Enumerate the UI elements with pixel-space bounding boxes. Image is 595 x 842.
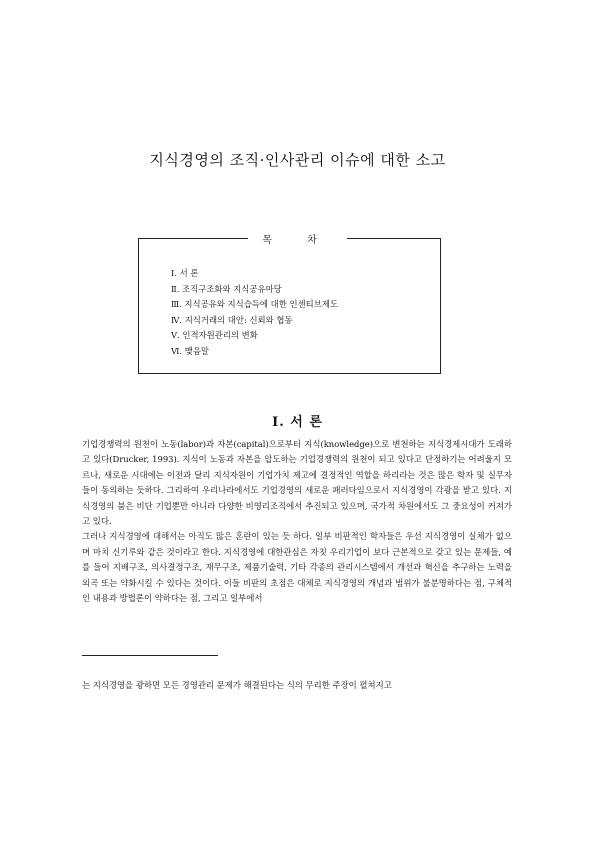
toc-item: Ⅵ. 맺음말	[171, 345, 210, 356]
footnote-divider	[82, 655, 218, 656]
toc-item: Ⅴ. 인적자원관리의 변화	[171, 330, 258, 341]
toc-heading-label: 목 차	[248, 235, 347, 246]
section-title: Ⅰ. 서 론	[272, 414, 323, 430]
footnote-text: 는 지식경영을 광하면 모든 경영관리 문제가 해결된다는 식의 무리한 주장이 펼쳐지고	[82, 680, 392, 690]
paper-title: 지식경영의 조직·인사관리 이슈에 대한 소고	[149, 151, 446, 170]
toc-heading	[0, 231, 595, 246]
toc-item: Ⅰ. 서 론	[171, 268, 199, 278]
toc-list	[171, 266, 338, 360]
body-text	[82, 437, 512, 606]
toc-item: Ⅳ. 지식거래의 대안: 신뢰와 협동	[171, 314, 293, 325]
toc-item: Ⅱ. 조직구조화와 지식공유마당	[171, 283, 282, 294]
toc-item: Ⅲ. 지식공유와 지식습득에 대한 인센티브제도	[171, 299, 339, 310]
paragraph: 기업경쟁력의 원천이 노동(labor)과 자본(capital)으로부터 지식(knowledge)으로 변천하는 지식경제시대가 도래하고 있다(Drucker, 1993). 지식이 노동과 자본을 압도하는 기업경쟁력의 원천이 되고 있다고 단정하기는 어려울지 모르나, 새로운 시대에는 이전과 달리 지식자원이 기업가치 제고에 결정적인 역할을 하리라는 것은 많은 학자 및 실무자들이 동의하는 듯하다. 그리하여 우리나라에서도 기업경영의 새로운 패러다임으로서 지식경영이 각광을 받고 있다. 지식경영의 붐은 비단 기업뿐만 아니라 다양한 비영리조직에서 추진되고 있으며, 국가적 차원에서도 그 중요성이 커져가고 있다.	[82, 439, 512, 527]
paragraph: 그러나 지식경영에 대해서는 아직도 많은 혼란이 있는 듯 하다. 일부 비판적인 학자들은 우선 지식경영이 실체가 없으며 마치 신기루와 같은 것이라고 한다. 지식경영에 대한관심은 자칫 우리기업이 보다 근본적으로 갖고 있는 문제들, 예를 들어 지배구조, 의사결정구조, 재무구조, 제품기술력, 기타 각종의 관리시스템에서 개선과 혁신을 추구하는 노력을 외곡 또는 약화시킬 수 있다는 것이다. 이들 비판의 초점은 대체로 지식경영의 개념과 범위가 불분명하다는 점, 구체적인 내용과 방법론이 약하다는 점, 그리고 일부에서	[82, 531, 512, 604]
